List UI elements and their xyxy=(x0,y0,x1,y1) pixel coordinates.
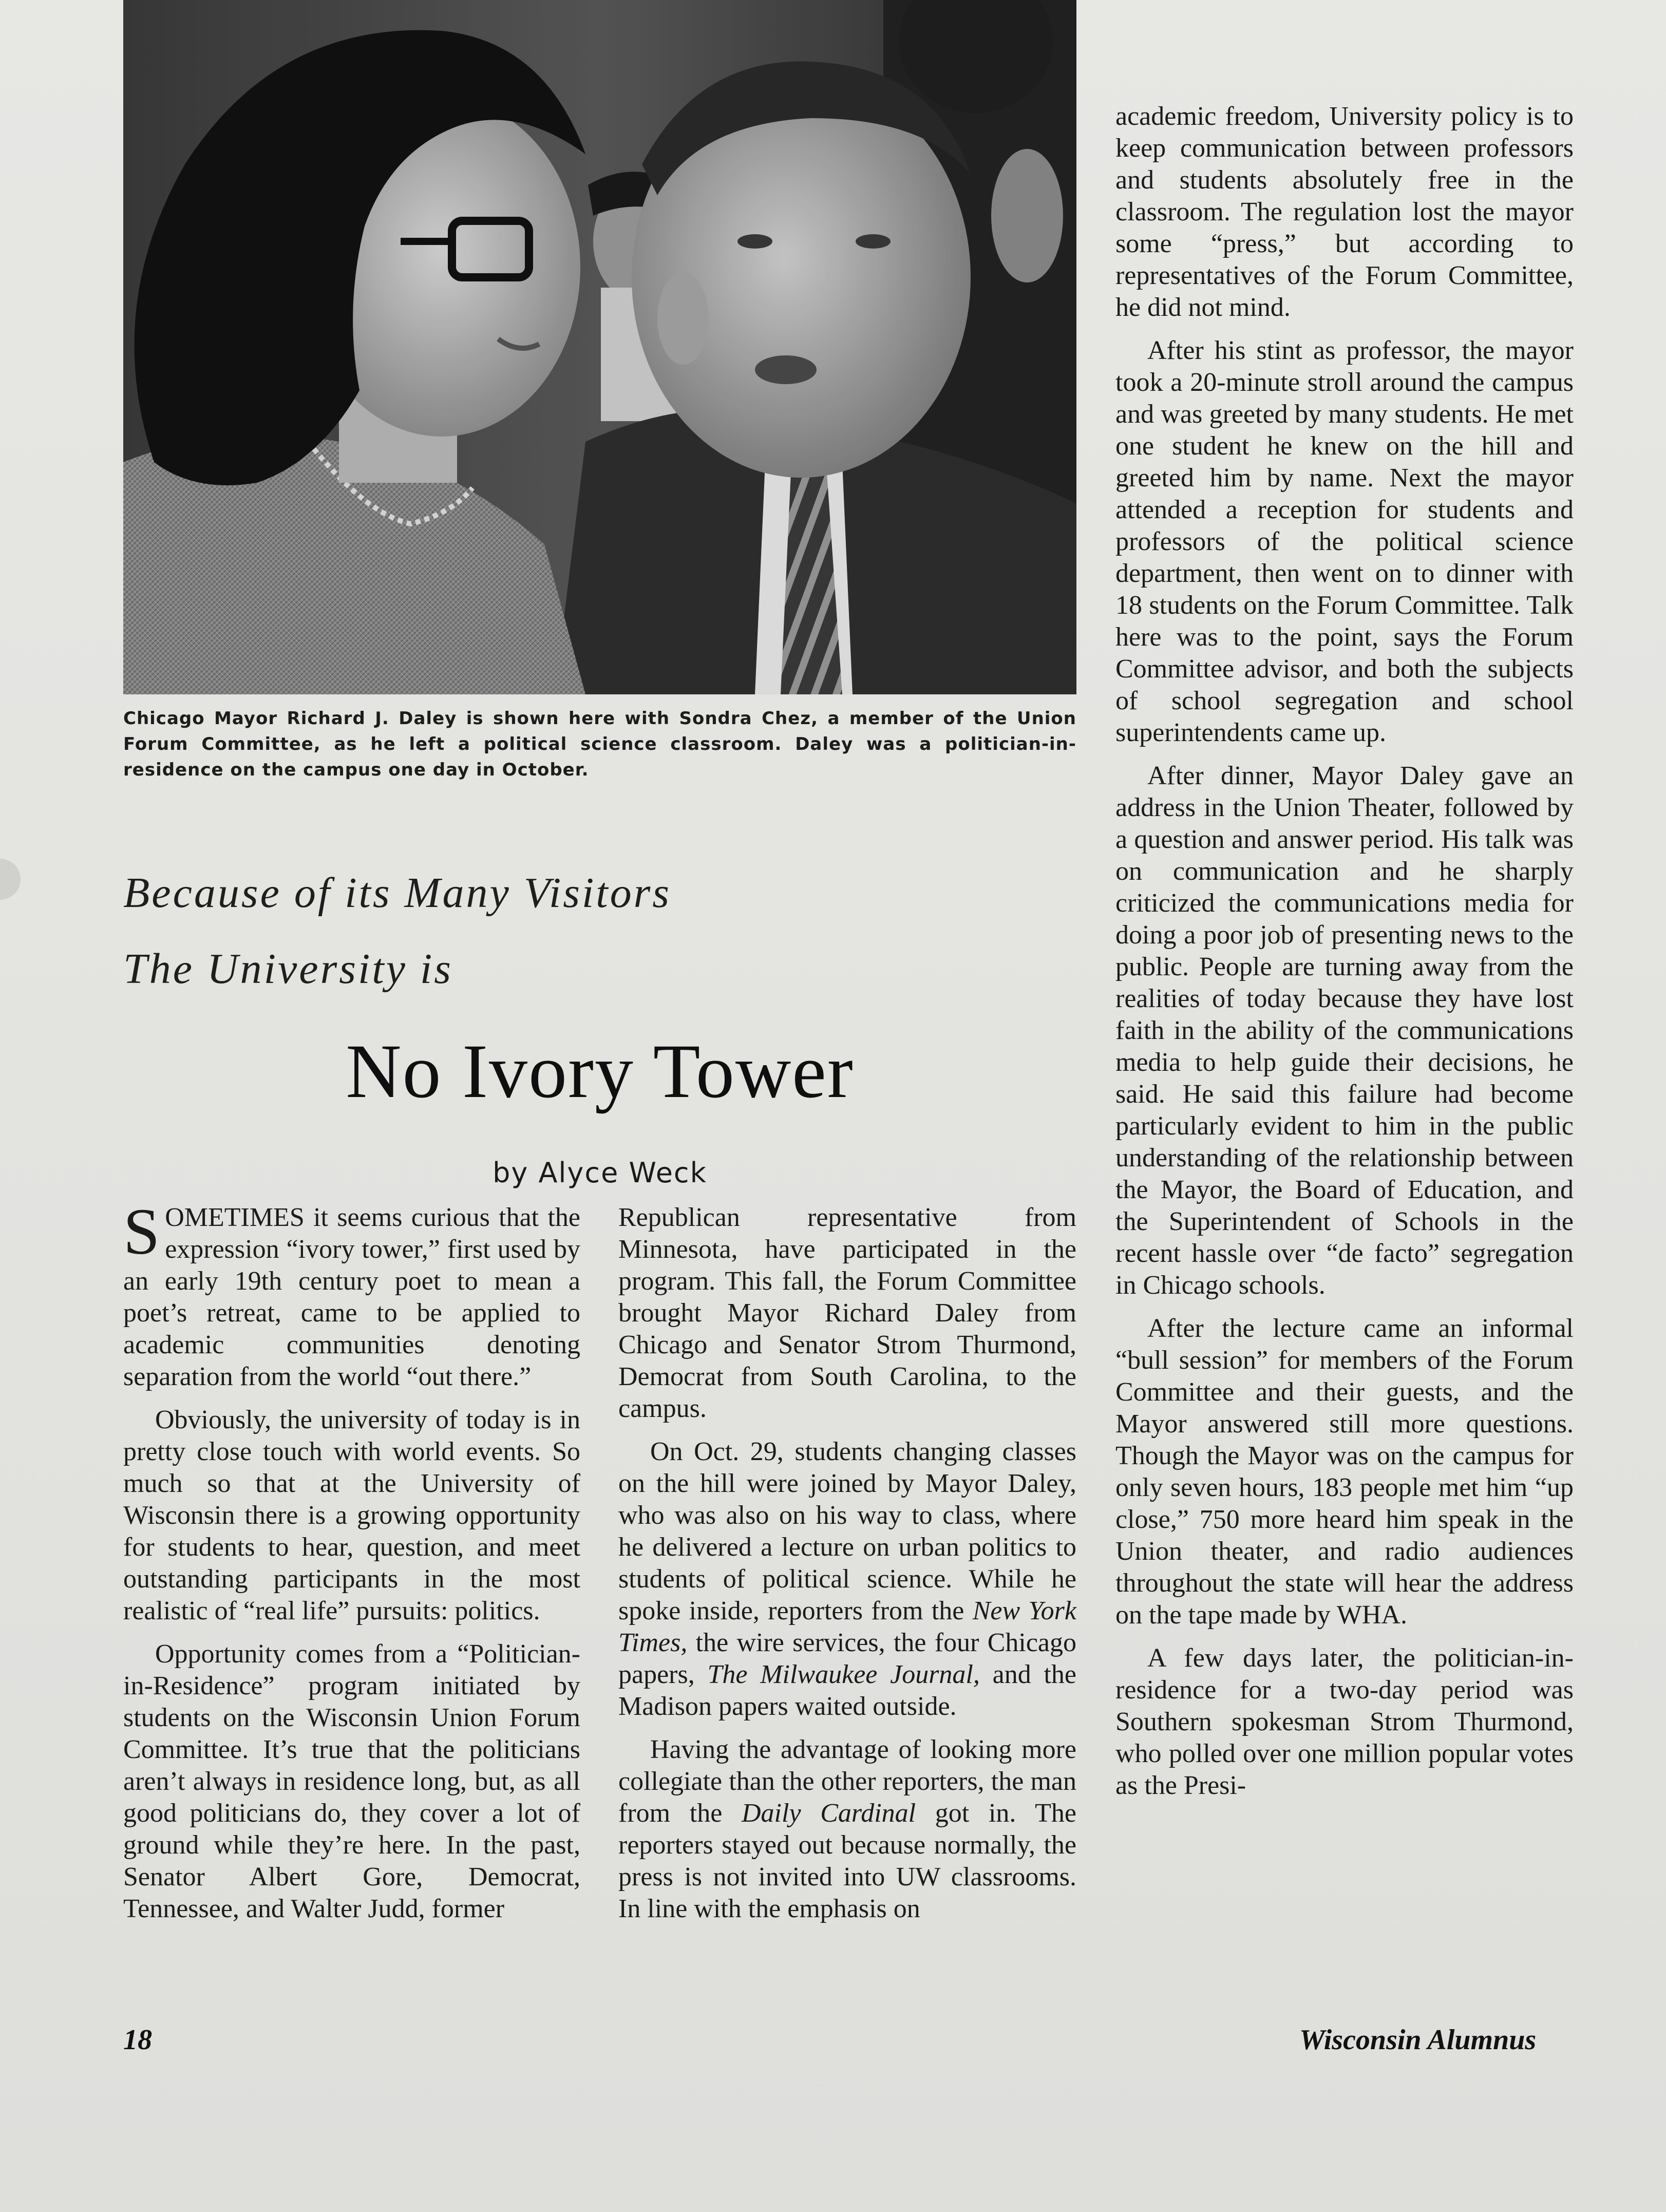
headline-kicker-line-1: Because of its Many Visitors xyxy=(123,869,671,917)
paragraph-text: OMETIMES it seems curious that the expression “ivory tower,” first used by an early 19th century poet to mean a poet’s retreat, came to be applied to academic communities denoting separation from the world “out there.” xyxy=(123,1203,580,1391)
headline-kicker-line-2: The University is xyxy=(123,945,453,993)
publication-name-footer: Wisconsin Alumnus xyxy=(1299,2024,1537,2056)
paragraph: After the lecture came an informal “bull session” for members of the Forum Committee and their guests, and the Mayor answered still more questions. Though the Mayor was on the campus for only seven hours, 183 people met him “up close,” 750 more heard him speak in the Union theater, and radio audiences throughout the state will hear the address on the tape made by WHA. xyxy=(1115,1314,1574,1630)
photo-caption: Chicago Mayor Richard J. Daley is shown here with Sondra Chez, a member of the Union Forum Committee, as he left a political science classroom. Daley was a politician-in-residence on the campus one day in October. xyxy=(123,708,1076,780)
article-column-1 xyxy=(123,1195,580,1925)
publication-name: New York Times, xyxy=(618,1596,1076,1657)
binding-hole xyxy=(0,859,21,900)
publication-name: Daily Cardinal xyxy=(742,1799,916,1828)
article-column-3 xyxy=(1115,101,1574,1802)
publication-name: The Milwaukee Journal, xyxy=(707,1660,980,1689)
paragraph: Opportunity comes from a “Politician-in-Residence” program initiated by students on the Wisconsin Union Forum Committee. It’s true that the politicians aren’t always in residence long, but, as all good politicians do, they cover a lot of ground while they’re here. In the past, Senator Albert Gore, Democrat, Tennessee, and Walter Judd, former xyxy=(123,1639,580,1923)
article-title: No Ivory Tower xyxy=(346,1029,854,1114)
paragraph: After his stint as professor, the mayor took a 20-minute stroll around the campus and was greeted by many students. He met one student he knew on the hill and greeted him by name. Next the mayor attended a reception for students and professors of the political science department, then went on to dinner with 18 students on the Forum Committee. Talk here was to the point, says the Forum Committee advisor, and both the subjects of school segregation and school superintendents came up. xyxy=(1115,336,1574,747)
paragraph: Obviously, the university of today is in pretty close touch with world events. So much so that at the University of Wisconsin there is a growing opportunity for students to hear, question, and meet outstanding participants in the most realistic of “real life” pursuits: politics. xyxy=(123,1405,580,1625)
paragraph: A few days later, the politician-in-residence for a two-day period was Southern spokesman Strom Thurmond, who polled over one million popular votes as the Presi- xyxy=(1115,1643,1574,1800)
paragraph xyxy=(123,1195,580,1393)
paragraph: academic freedom, University policy is to keep communication between professors and students absolutely free in the classroom. The regulation lost the mayor some “press,” but according to representatives of the Forum Committee, he did not mind. xyxy=(1115,102,1574,322)
paragraph xyxy=(618,1436,1076,1723)
article-column-2 xyxy=(618,1202,1076,1925)
byline: by Alyce Weck xyxy=(493,1157,707,1189)
paragraph-text: got in. The reporters stayed out because normally, the press is not invited into UW classrooms. In line with the emphasis on xyxy=(618,1799,1076,1923)
photo-daley-and-chez xyxy=(123,0,1076,694)
paragraph-text: and the Madison papers waited outside. xyxy=(618,1660,1076,1721)
page-number: 18 xyxy=(123,2024,152,2056)
paragraph-text: Having the advantage of looking more collegiate than the other reporters, the man from the xyxy=(618,1735,1076,1828)
paragraph-text: the wire services, the four Chicago papers, xyxy=(618,1628,1076,1689)
paragraph xyxy=(618,1734,1076,1925)
paragraph: After dinner, Mayor Daley gave an address in the Union Theater, followed by a question and answer period. His talk was on communication and he sharply criticized the communications media for doing a poor job of presenting news to the public. People are turning away from the realities of today because they have lost faith in the ability of the communications media to help guide their decisions, he said. He said this failure had become particularly evident to him in the public understanding of the relationship between the Mayor, the Board of Education, and the Superintendent of Schools in the recent hassle over “de facto” segregation in Chicago schools. xyxy=(1115,761,1574,1300)
paragraph-text: On Oct. 29, students changing classes on the hill were joined by Mayor Daley, who was also on his way to class, where he delivered a lecture on urban politics to students of political science. While he spoke inside, reporters from the xyxy=(618,1437,1076,1625)
drop-cap: S xyxy=(123,1195,160,1268)
paragraph: Republican representative from Minnesota, have participated in the program. This fall, the Forum Committee brought Mayor Richard Daley from Chicago and Senator Strom Thurmond, Democrat from South Carolina, to the campus. xyxy=(618,1203,1076,1423)
